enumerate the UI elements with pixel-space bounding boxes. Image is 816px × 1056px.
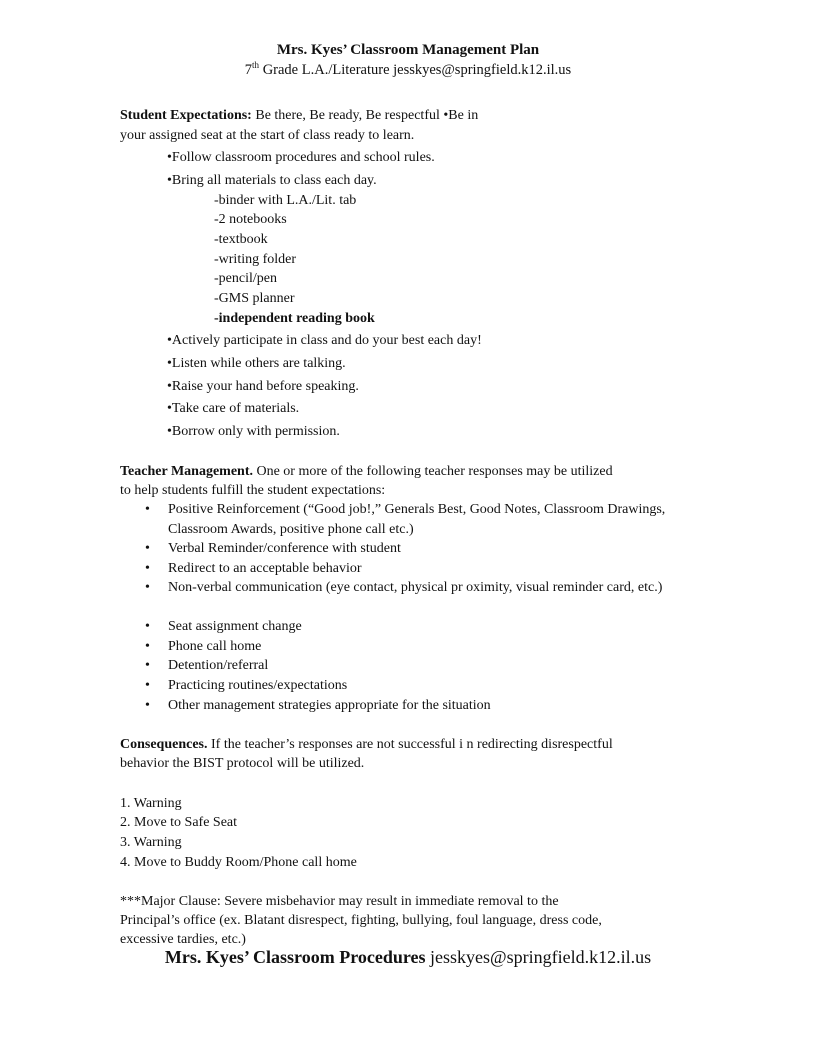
teacher-intro-line1: Teacher Management. One or more of the following teacher responses may be utilized xyxy=(120,464,613,479)
expectation-item: •Raise your hand before speaking. xyxy=(167,379,359,394)
consequences-heading: Consequences. xyxy=(120,737,208,752)
subtitle-text: Grade L.A./Literature jesskyes@springfield.k12.il.us xyxy=(259,62,572,78)
footer-title: Mrs. Kyes’ Classroom Procedures xyxy=(164,947,426,967)
grade-suffix: th xyxy=(252,60,260,71)
bullet-icon: • xyxy=(145,561,150,576)
material-item: -2 notebooks xyxy=(214,212,287,227)
bullet-icon: • xyxy=(145,639,150,654)
footer-email: jesskyes@springfield.k12.il.us xyxy=(425,947,652,967)
major-clause-line2: Principal’s office (ex. Blatant disrespect, fighting, bullying, foul language, dress code, xyxy=(120,913,602,928)
material-item: -GMS planner xyxy=(214,291,295,306)
consequences-intro-line2: behavior the BIST protocol will be utilized. xyxy=(120,756,365,771)
teacher-heading: Teacher Management. xyxy=(120,464,253,479)
consequence-step: 2. Move to Safe Seat xyxy=(120,815,238,830)
document-page: Mrs. Kyes’ Classroom Management Plan 7th Grade L.A./Literature jesskyes@springfield.k12.il.us Student Expectations: Be there, Be ready, Be respectful •Be in your assigned seat at the start of class ready to learn. •Follow classroom procedures and school rules. •Bring all materials to class each day. -binder with L.A./Lit. tab -2 notebooks -textbook -writing folder -pencil/pen -GMS planner -independent reading book •Actively participate in class and do your best each day! •Listen while others are talking. •Raise your hand before speaking. •Take care of materials. •Borrow only with permission. Teacher Management. One or more of the following teacher responses may be utilized to help students fulfill the student expectations: • Positive Reinforcement (“Good job!,” Generals Best, Good Notes, Classroom Drawings, Classroom Awards, positive phone call etc.) • Verbal Reminder/conference with student • Redirect to an acceptable behavior • Non-verbal communication (eye contact, physical pr oximity, visual reminder card, etc.) • Seat assignment change • Phone call home • Detention/referral • Practicing routines/expectations • Other management strategies appropriate for the situation Consequences. If the teacher’s responses are not successful i n redirecting disrespectful behavior the BIST protocol will be utilized. 1. Warning 2. Move to Safe Seat 3. Warning 4. Move to Buddy Room/Phone call home ***Major Clause: Severe misbehavior may result in immediate removal to the Principal’s office (ex. Blatant disrespect, fighting, bullying, foul language, dress code, excessive tardies, etc.) Mrs. Kyes’ Classroom Procedures jesskyes@springfield.k12.il.us xyxy=(0,0,816,1056)
expectations-intro-line1: Student Expectations: Be there, Be ready, Be respectful •Be in xyxy=(120,108,479,123)
bullet-icon: • xyxy=(145,698,150,713)
bullet-icon: • xyxy=(145,580,150,595)
material-item: -textbook xyxy=(214,232,268,247)
document-subtitle xyxy=(0,61,816,81)
expectation-item: •Listen while others are talking. xyxy=(167,356,346,371)
expectation-item: •Actively participate in class and do your best each day! xyxy=(167,333,482,348)
bullet-icon: • xyxy=(145,678,150,693)
bullet-icon: • xyxy=(145,502,150,517)
expectations-heading: Student Expectations: xyxy=(120,108,252,123)
grade-number: 7 xyxy=(244,62,253,78)
expectation-item: •Borrow only with permission. xyxy=(167,424,340,439)
bullet-icon: • xyxy=(145,541,150,556)
consequence-step: 4. Move to Buddy Room/Phone call home xyxy=(120,855,357,870)
consequence-step: 1. Warning xyxy=(120,796,182,811)
material-item: -writing folder xyxy=(214,252,297,267)
bullet-icon: • xyxy=(145,658,150,673)
major-clause-line3: excessive tardies, etc.) xyxy=(120,932,246,947)
material-item: -binder with L.A./Lit. tab xyxy=(214,193,357,208)
expectation-item: •Bring all materials to class each day. xyxy=(167,173,377,188)
consequences-intro-line1: Consequences. If the teacher’s responses are not successful i n redirecting disrespectful xyxy=(120,737,613,752)
consequence-step: 3. Warning xyxy=(120,835,182,850)
teacher-intro-line2: to help students fulfill the student expectations: xyxy=(120,483,386,498)
document-title: Mrs. Kyes’ Classroom Management Plan xyxy=(276,42,540,58)
material-item-bold: -independent reading book xyxy=(214,311,375,326)
material-item: -pencil/pen xyxy=(214,271,277,286)
major-clause-line1: ***Major Clause: Severe misbehavior may result in immediate removal to the xyxy=(120,894,559,909)
expectation-item: •Follow classroom procedures and school rules. xyxy=(167,150,435,165)
expectations-intro-line2: your assigned seat at the start of class ready to learn. xyxy=(120,128,415,143)
bullet-icon: • xyxy=(145,619,150,634)
footer-heading xyxy=(0,948,816,968)
expectation-item: •Take care of materials. xyxy=(167,401,300,416)
